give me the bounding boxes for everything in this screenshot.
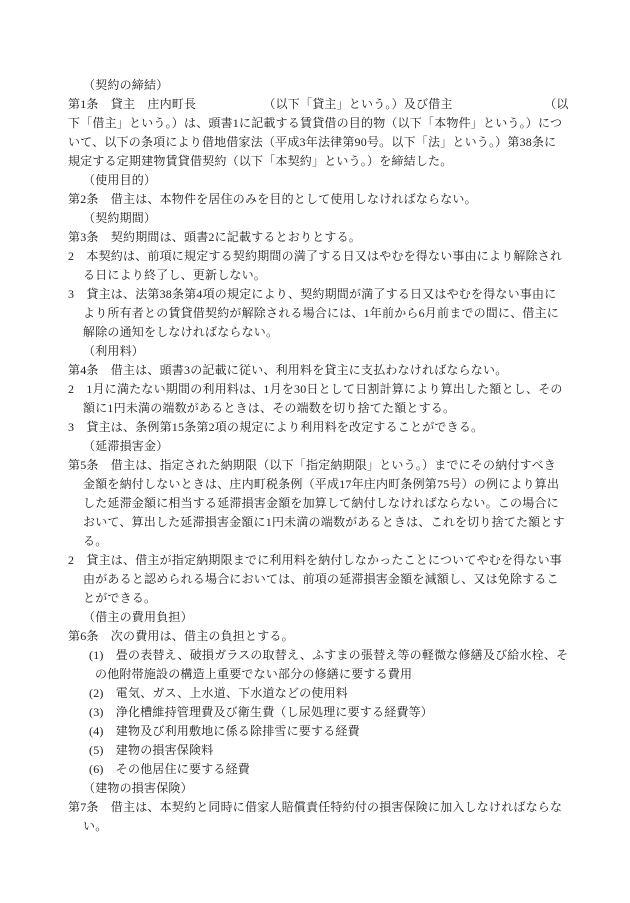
- text-line: 由があると認められる場合においては、前項の延滞損害金額を減額し、又は免除するこ: [83, 572, 559, 586]
- section-heading: （借主の費用負担）: [83, 610, 193, 624]
- text-line: 第3条 契約期間は、頭書2に記載するとおりとする。: [68, 230, 362, 244]
- section-heading: （建物の損害保険）: [83, 781, 193, 795]
- text-line: 第4条 借主は、頭書3の記載に従い、利用料を貸主に支払わなければならない。: [68, 363, 508, 377]
- section-heading: （延滞損害金）: [83, 439, 169, 453]
- section-heading: （使用目的）: [83, 173, 157, 187]
- text-line: 第1条 貸主 庄内町長 （以下「貸主」という。）及び借主 （以: [68, 97, 569, 111]
- section-heading: （契約の締結）: [83, 78, 169, 92]
- text-line: より所有者との賃貸借契約が解除される場合には、1年前から6月前までの間に、借主に: [83, 306, 560, 320]
- text-line: 金額を納付しないときは、庄内町税条例（平成17年庄内町条例第75号）の例により算出: [83, 477, 560, 491]
- text-line: 第2条 借主は、本物件を居住のみを目的として使用しなければならない。: [68, 192, 477, 206]
- text-line: 3 貸主は、条例第15条第2項の規定により利用料を改定することができる。: [68, 420, 484, 434]
- text-line: 2 1月に満たない期間の利用料は、1月を30日として日割計算により算出した額とし、その: [68, 382, 563, 396]
- text-line: 下「借主」という。）は、頭書1に記載する賃貸借の目的物（以下「本物件」という。）につ: [68, 116, 563, 130]
- text-line: 第6条 次の費用は、借主の負担とする。: [68, 629, 294, 643]
- text-line: る日により終了し、更新しない。: [83, 268, 267, 282]
- text-line: (6) その他居住に要する経費: [89, 762, 250, 776]
- text-line: い。: [83, 819, 108, 833]
- text-line: (5) 建物の損害保険料: [89, 743, 214, 757]
- text-line: 3 貸主は、法第38条第4項の規定により、契約期間が満了する日又はやむを得ない事由に: [68, 287, 557, 301]
- text-line: 第5条 借主は、指定された納期限（以下「指定納期限」という。）までにその納付すべき: [68, 458, 556, 472]
- text-line: した延滞金額に相当する延滞損害金額を加算して納付しなければならない。この場合に: [83, 496, 559, 510]
- text-line: (4) 建物及び利用敷地に係る除排雪に要する経費: [89, 724, 360, 738]
- text-line: る。: [83, 534, 108, 548]
- text-line: いて、以下の条項により借地借家法（平成3年法律第90号。以下「法」という。）第38条に: [68, 135, 557, 149]
- section-heading: （利用料）: [83, 344, 145, 358]
- text-line: 額に1円未満の端数があるときは、その端数を切り捨てた額とする。: [83, 401, 456, 415]
- text-line: の他附帯施設の構造上重要でない部分の修繕に要する費用: [95, 667, 413, 681]
- text-line: 第7条 借主は、本契約と同時に借家人賠償責任特約付の損害保険に加入しなければならな: [68, 800, 563, 814]
- text-line: (3) 浄化槽維持管理費及び衛生費（し尿処理に要する経費等）: [89, 705, 433, 719]
- text-line: 規定する定期建物賃貸借契約（以下「本契約」という。）を締結した。: [68, 154, 453, 168]
- text-line: 解除の通知をしなければならない。: [83, 325, 279, 339]
- text-line: おいて、算出した延滞損害金額に1円未満の端数があるときは、これを切り捨てた額とす: [83, 515, 565, 529]
- text-line: 2 貸主は、借主が指定納期限までに利用料を納付しなかったことについてやむを得ない事: [68, 553, 562, 567]
- text-line: (1) 畳の表替え、破損ガラスの取替え、ふすまの張替え等の軽微な修繕及び給水栓、そ: [89, 648, 569, 662]
- section-heading: （契約期間）: [83, 211, 157, 225]
- text-line: とができる。: [83, 591, 157, 605]
- text-line: 2 本契約は、前項に規定する契約期間の満了する日又はやむを得ない事由により解除され: [68, 249, 563, 263]
- text-line: (2) 電気、ガス、上水道、下水道などの使用料: [89, 686, 348, 700]
